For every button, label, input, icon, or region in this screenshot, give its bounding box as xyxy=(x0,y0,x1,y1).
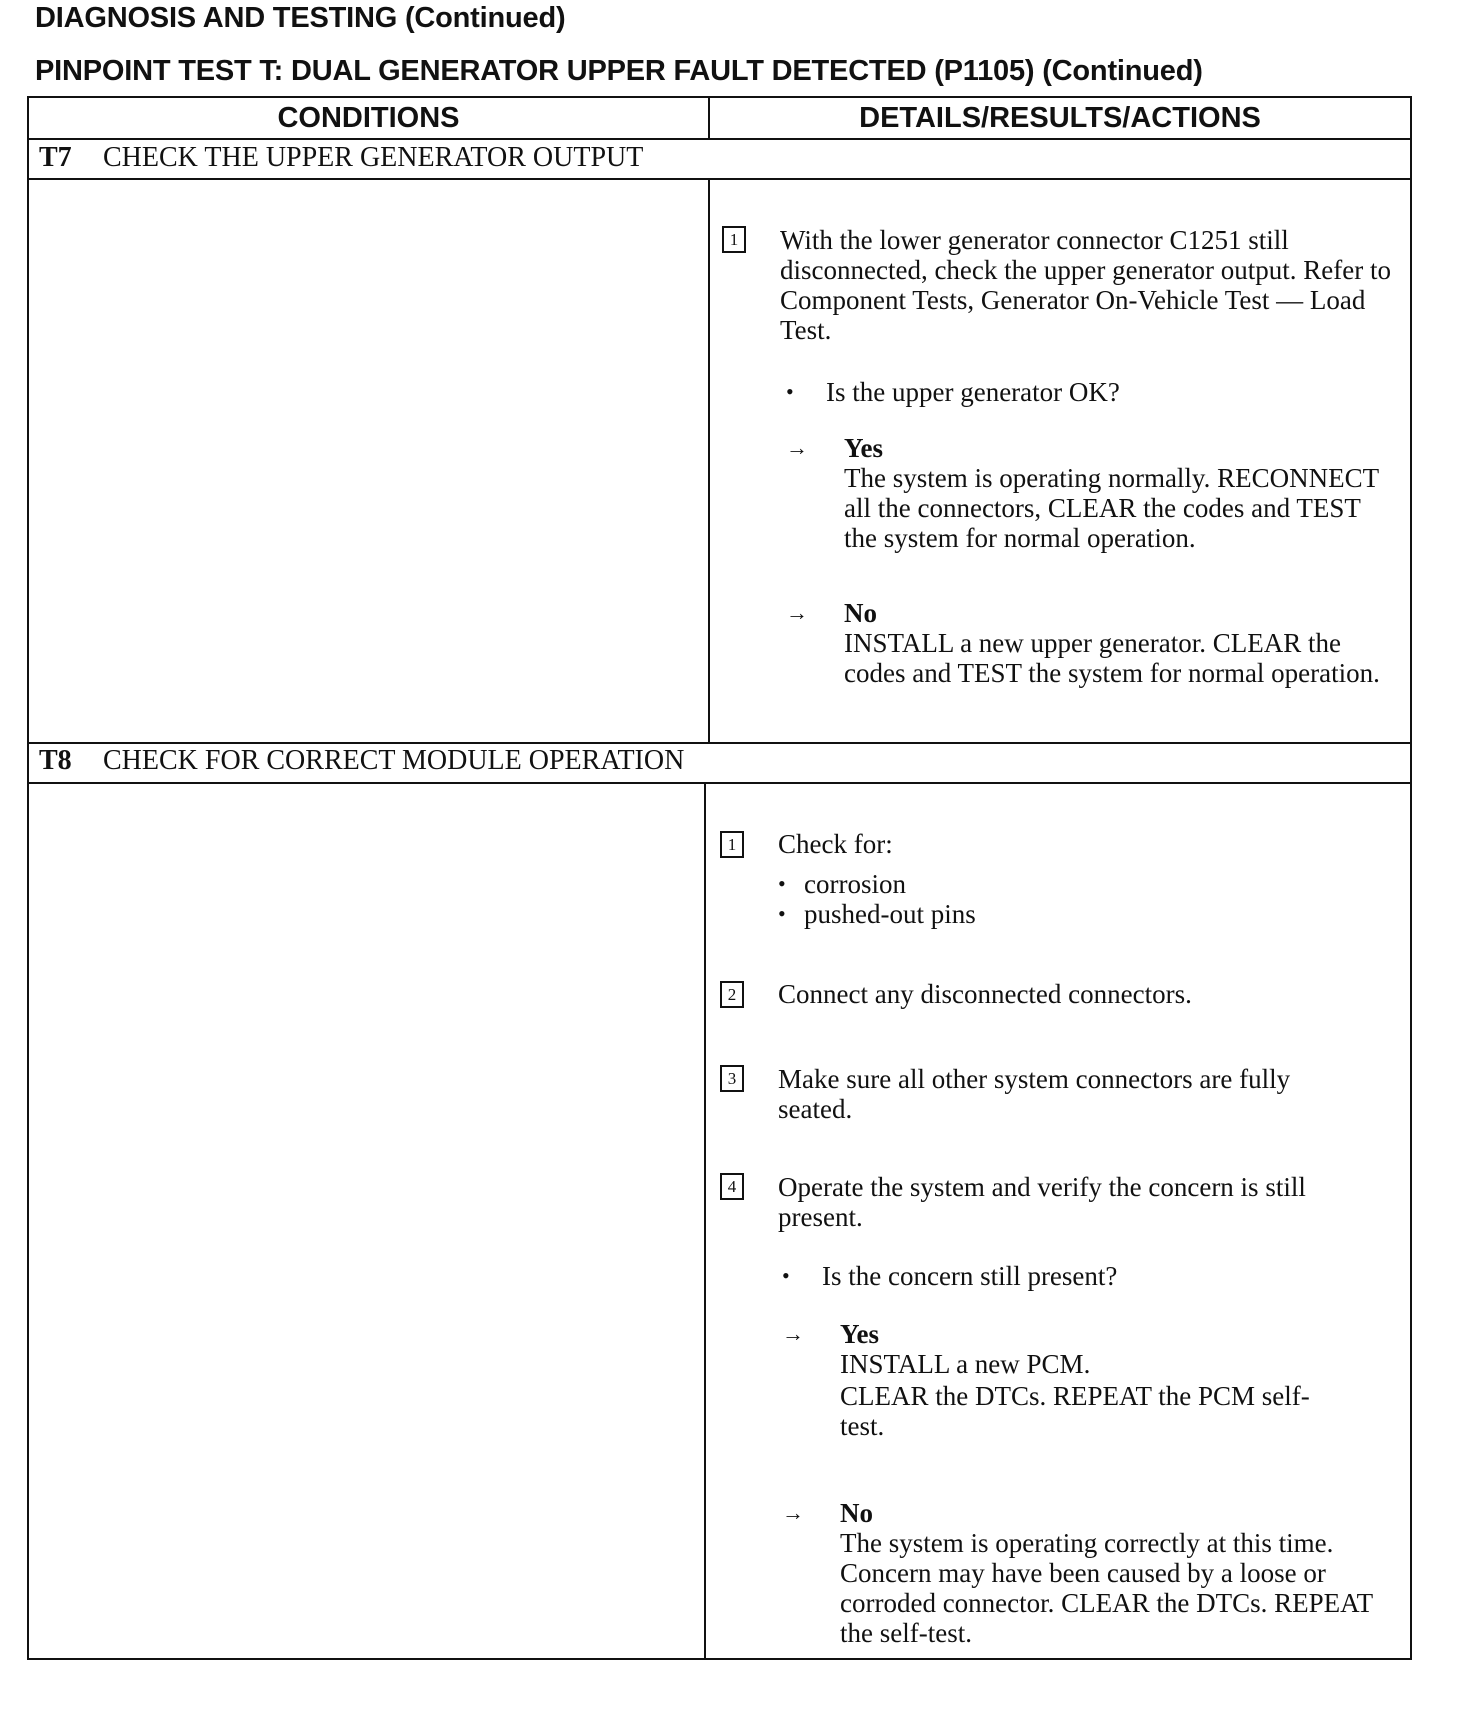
t8-question: Is the concern still present? xyxy=(822,1261,1118,1291)
t8-title-divider xyxy=(29,782,1410,784)
t8-yes-text-1: INSTALL a new PCM. xyxy=(840,1349,1091,1379)
t7-yes-label: Yes xyxy=(844,433,883,463)
t8-item2-bullet: • xyxy=(778,901,786,926)
t8-step1-item-corrosion: corrosion xyxy=(804,869,906,899)
t7-no-arrow: → xyxy=(786,600,808,625)
t7-no-label: No xyxy=(844,598,877,628)
t8-header xyxy=(39,743,684,779)
t8-step1-text: Check for: xyxy=(778,829,893,859)
t7-yes-arrow: → xyxy=(786,435,808,460)
t8-question-bullet: • xyxy=(782,1263,790,1288)
t8-no-label: No xyxy=(840,1498,873,1528)
t7-header xyxy=(39,140,643,176)
t8-step2-text: Connect any disconnected connectors. xyxy=(778,979,1192,1009)
t8-step3-box: 3 xyxy=(720,1065,744,1092)
t7-title: CHECK THE UPPER GENERATOR OUTPUT xyxy=(103,142,644,173)
t8-no-arrow: → xyxy=(782,1500,804,1525)
t7-no-text: INSTALL a new upper generator. CLEAR the codes and TEST the system for normal operation. xyxy=(844,628,1380,688)
t7-id: T7 xyxy=(39,142,72,173)
t8-step2-box: 2 xyxy=(720,981,744,1008)
t8-title: CHECK FOR CORRECT MODULE OPERATION xyxy=(103,745,685,776)
t7-step1-box: 1 xyxy=(722,226,746,253)
t8-step3-text: Make sure all other system connectors are fully seated. xyxy=(778,1064,1291,1124)
t7-question: Is the upper generator OK? xyxy=(826,377,1120,407)
t8-id: T8 xyxy=(39,745,72,776)
conditions-header: CONDITIONS xyxy=(277,102,460,134)
t8-item1-bullet: • xyxy=(778,871,786,896)
t8-column-divider xyxy=(704,782,706,1658)
t8-step4-box: 4 xyxy=(720,1173,744,1200)
t8-step1-item-pushed-out-pins: pushed-out pins xyxy=(804,899,976,929)
pinpoint-test-table xyxy=(27,96,1412,1660)
t7-yes-text: The system is operating normally. RECONNECT all the connectors, CLEAR the codes and TEST the system for normal operation. xyxy=(844,463,1379,553)
t8-yes-label: Yes xyxy=(840,1319,879,1349)
t7-title-divider xyxy=(29,178,1410,180)
section-title: DIAGNOSIS AND TESTING (Continued) xyxy=(35,2,566,34)
t8-yes-arrow: → xyxy=(782,1321,804,1346)
t8-no-text: The system is operating correctly at this time. Concern may have been caused by a loose or corroded connector. CLEAR the DTCs. REPEAT the self-test. xyxy=(840,1528,1373,1648)
pinpoint-test-title: PINPOINT TEST T: DUAL GENERATOR UPPER FAULT DETECTED (P1105) (Continued) xyxy=(35,55,1203,87)
t8-yes-text-2: CLEAR the DTCs. REPEAT the PCM self-test. xyxy=(840,1381,1310,1441)
t8-step4-text: Operate the system and verify the concern is still present. xyxy=(778,1172,1306,1232)
t8-step1-box: 1 xyxy=(720,831,744,858)
t7-question-bullet: • xyxy=(786,379,794,404)
t7-column-divider xyxy=(708,178,710,742)
t7-step1-text: With the lower generator connector C1251 still disconnected, check the upper generator output. Refer to Component Tests, Generator On-Vehicle Test — Load Test. xyxy=(780,225,1392,345)
details-header: DETAILS/RESULTS/ACTIONS xyxy=(859,102,1261,134)
